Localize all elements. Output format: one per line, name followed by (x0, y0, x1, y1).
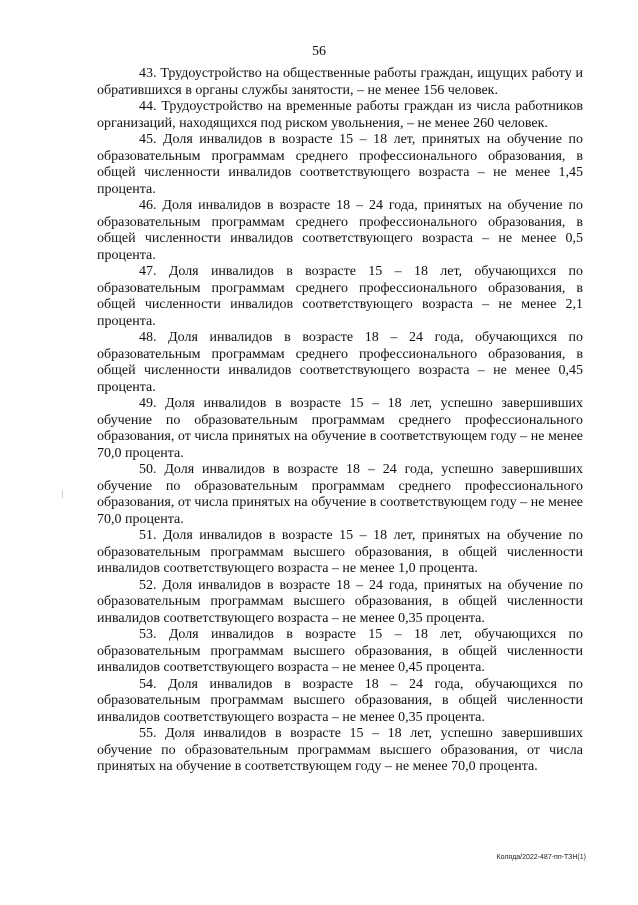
list-item: 47. Доля инвалидов в возрасте 15 – 18 лет, обучающихся по образовательным программам среднего профессионального образования, в общей численности инвалидов соответствующего возраста – не менее 2,1 процента. (97, 264, 583, 329)
list-item: 43. Трудоустройство на общественные работы граждан, ищущих работу и обратившихся в органы службы занятости, – не менее 156 человек. (97, 66, 583, 98)
margin-mark (62, 490, 63, 498)
list-item: 55. Доля инвалидов в возрасте 15 – 18 лет, успешно завершивших обучение по образовательным программам высшего образования, от числа принятых на обучение в соответствующем году – не менее 70,0 процента. (97, 726, 583, 774)
document-code: Коляда/2022-487-пп-ТЗН(1) (496, 854, 586, 861)
document-body (97, 66, 583, 776)
list-item: 46. Доля инвалидов в возрасте 18 – 24 года, принятых на обучение по образовательным программам среднего профессионального образования, в общей численности инвалидов соответствующего возраста – не менее 0,5 процента. (97, 198, 583, 263)
list-item: 49. Доля инвалидов в возрасте 15 – 18 лет, успешно завершивших обучение по образовательным программам среднего профессионального образования, от числа принятых на обучение в соответствующем году – не менее 70,0 процента. (97, 396, 583, 461)
page-number: 56 (312, 44, 326, 59)
list-item: 53. Доля инвалидов в возрасте 15 – 18 лет, обучающихся по образовательным программам высшего образования, в общей численности инвалидов соответствующего возраста – не менее 0,45 процента. (97, 627, 583, 675)
list-item: 45. Доля инвалидов в возрасте 15 – 18 лет, принятых на обучение по образовательным программам среднего профессионального образования, в общей численности инвалидов соответствующего возраста – не менее 1,45 процента. (97, 132, 583, 197)
list-item: 50. Доля инвалидов в возрасте 18 – 24 года, успешно завершивших обучение по образовательным программам среднего профессионального образования, от числа принятых на обучение в соответствующем году – не менее 70,0 процента. (97, 462, 583, 527)
list-item: 51. Доля инвалидов в возрасте 15 – 18 лет, принятых на обучение по образовательным программам высшего образования, в общей численности инвалидов соответствующего возраста – не менее 1,0 процента. (97, 528, 583, 576)
list-item: 54. Доля инвалидов в возрасте 18 – 24 года, обучающихся по образовательным программам высшего образования, в общей численности инвалидов соответствующего возраста – не менее 0,35 процента. (97, 676, 583, 725)
list-item: 52. Доля инвалидов в возрасте 18 – 24 года, принятых на обучение по образовательным программам высшего образования, в общей численности инвалидов соответствующего возраста – не менее 0,35 процента. (97, 577, 583, 626)
list-item: 44. Трудоустройство на временные работы граждан из числа работников организаций, находящихся под риском увольнения, – не менее 260 человек. (97, 99, 583, 131)
list-item: 48. Доля инвалидов в возрасте 18 – 24 года, обучающихся по образовательным программам среднего профессионального образования, в общей численности инвалидов соответствующего возраста – не менее 0,45 процента. (97, 330, 583, 395)
